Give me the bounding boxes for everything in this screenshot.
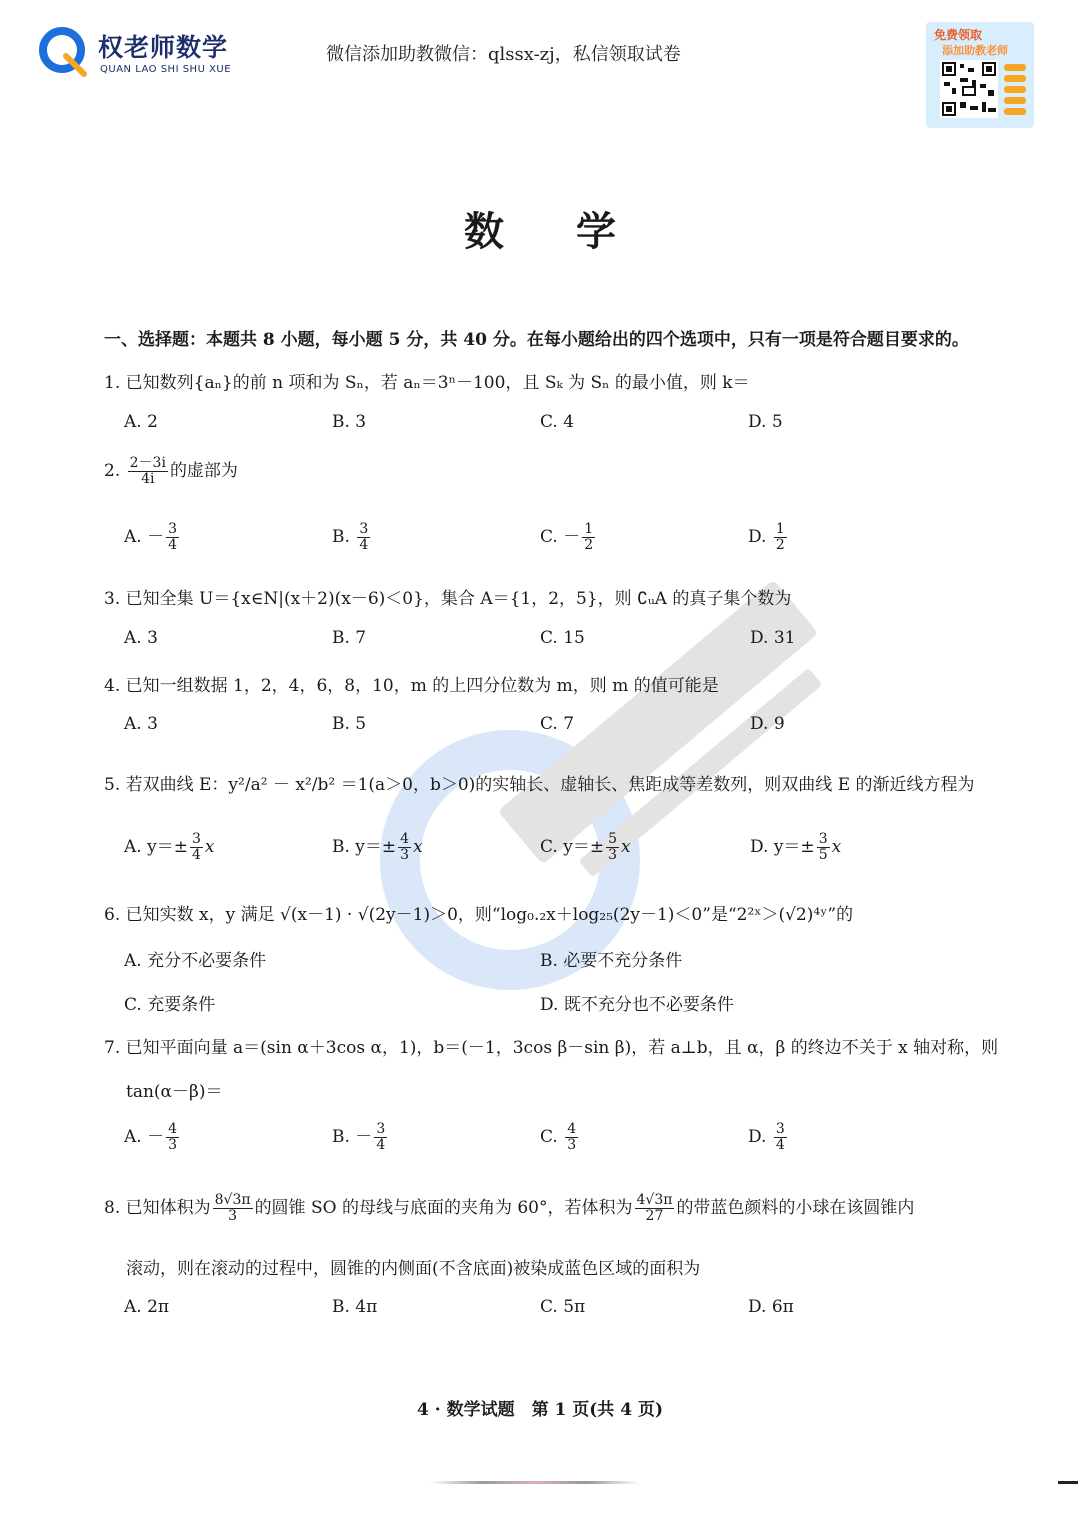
wechat-note: 微信添加助教微信：qlssx-zj，私信领取试卷: [326, 44, 681, 65]
q8-volume-fraction: $\frac{8√3\pi}{3}$: [214, 1192, 251, 1224]
q8-option-d: D. 6π: [748, 1297, 794, 1317]
q7-option-d: D. $\frac{3}{4}$: [748, 1121, 785, 1153]
q2-option-b: B. $\frac{3}{4}$: [332, 521, 369, 553]
brand-pinyin: QUAN LAO SHI SHU XUE: [100, 64, 232, 75]
question-5-stem: 5. 若双曲线 E：y²/a² － x²/b² ＝1(a＞0，b＞0)的实轴长、虚轴长、焦距成等差数列，则双曲线 E 的渐近线方程为: [104, 775, 975, 795]
qr-subtitle: 添加助教老师: [942, 44, 1008, 57]
q6-option-a: A. 充分不必要条件: [124, 951, 267, 971]
q7-option-c: C. $\frac{4}{3}$: [540, 1121, 577, 1153]
q8-option-c: C. 5π: [540, 1297, 586, 1317]
question-3-stem: 3. 已知全集 U＝{x∈N|(x＋2)(x－6)＜0}，集合 A＝{1，2，5}，则 ∁ᵤA 的真子集个数为: [104, 589, 792, 609]
qr-title: 免费领取: [934, 28, 983, 42]
title-char-1: 数: [464, 208, 504, 255]
q6-option-d: D. 既不充分也不必要条件: [540, 995, 734, 1015]
qr-tags: [1004, 64, 1026, 119]
q6-option-c: C. 充要条件: [124, 995, 216, 1015]
q1-option-c: C. 4: [540, 412, 575, 432]
question-7-stem: 7. 已知平面向量 a＝(sin α＋3cos α，1)，b＝(－1，3cos β－sin β)，若 a⊥b，且 α，β 的终边不关于 x 轴对称，则: [104, 1038, 999, 1058]
question-4-stem: 4. 已知一组数据 1，2，4，6，8，10，m 的上四分位数为 m，则 m 的值可能是: [104, 676, 719, 696]
question-8-stem-line2: 滚动，则在滚动的过程中，圆锥的内侧面(不含底面)被染成蓝色区域的面积为: [126, 1259, 701, 1279]
q4-option-a: A. 3: [124, 714, 158, 734]
bottom-divider: [430, 1481, 640, 1484]
q8-option-b: B. 4π: [332, 1297, 378, 1317]
q7-option-a: A. － $\frac{4}{3}$: [124, 1121, 178, 1153]
q2-fraction-den: 4i: [141, 471, 155, 487]
q3-option-a: A. 3: [124, 628, 158, 648]
q1-option-d: D. 5: [748, 412, 783, 432]
page-footer: 4 · 数学试题 第 1 页(共 4 页): [416, 1400, 663, 1420]
qr-code-icon: [940, 60, 998, 118]
q2-option-d: D. $\frac{1}{2}$: [748, 521, 785, 553]
qr-promo-card: [926, 22, 1034, 128]
q4-option-d: D. 9: [750, 714, 785, 734]
q5-option-b: B. y＝± $\frac{4}{3}$ x: [332, 831, 423, 863]
question-8-stem: 8. 已知体积为 $\frac{8√3\pi}{3}$ 的圆锥 SO 的母线与底面的夹角为 60°，若体积为 $\frac{4√3\pi}{27}$ 的带蓝色颜料的小球在该圆锥内: [104, 1192, 915, 1224]
q2-number: 2.: [104, 461, 121, 481]
q5-option-d: D. y＝± $\frac{3}{5}$ x: [750, 831, 842, 863]
q4-option-c: C. 7: [540, 714, 575, 734]
question-6-stem: 6. 已知实数 x，y 满足 √(x－1) · √(2y－1)＞0，则“log₀.₂x＋log₂₅(2y－1)＜0”是“2²ˣ＞(√2)⁴ʸ”的: [104, 905, 854, 925]
q4-option-b: B. 5: [332, 714, 367, 734]
brand-name: 权老师数学: [98, 33, 229, 62]
question-7-stem-line2: tan(α－β)＝: [126, 1082, 223, 1102]
q8-ball-fraction: $\frac{4√3\pi}{27}$: [636, 1192, 673, 1224]
brand-logo: [38, 24, 258, 84]
q5-option-c: C. y＝± $\frac{5}{3}$ x: [540, 831, 631, 863]
q3-option-b: B. 7: [332, 628, 367, 648]
page-title: [0, 200, 1080, 257]
q3-option-c: C. 15: [540, 628, 585, 648]
q2-option-a: A. － $\frac{3}{4}$: [124, 521, 178, 553]
question-2-stem: [104, 456, 238, 487]
q7-option-b: B. － $\frac{3}{4}$: [332, 1121, 386, 1153]
q1-option-b: B. 3: [332, 412, 367, 432]
q5-option-a: A. y＝± $\frac{3}{4}$ x: [124, 831, 215, 863]
q1-option-a: A. 2: [124, 412, 158, 432]
edge-mark: [1058, 1481, 1078, 1484]
q2-option-c: C. － $\frac{1}{2}$: [540, 521, 594, 553]
question-1-stem: 1. 已知数列{aₙ}的前 n 项和为 Sₙ，若 aₙ＝3ⁿ－100，且 Sₖ 为 Sₙ 的最小值，则 k＝: [104, 373, 750, 393]
section-heading-choice: 一、选择题：本题共 8 小题，每小题 5 分，共 40 分。在每小题给出的四个选项中，只有一项是符合题目要求的。: [104, 330, 969, 350]
q6-option-b: B. 必要不充分条件: [540, 951, 683, 971]
logo-q-icon: [38, 26, 90, 78]
q3-option-d: D. 31: [750, 628, 796, 648]
title-char-2: 学: [576, 208, 616, 255]
q8-option-a: A. 2π: [124, 1297, 170, 1317]
q2-fraction: [128, 456, 168, 487]
q2-fraction-num: 2－3i: [129, 455, 166, 471]
q2-stem-suffix: 的虚部为: [169, 461, 238, 481]
